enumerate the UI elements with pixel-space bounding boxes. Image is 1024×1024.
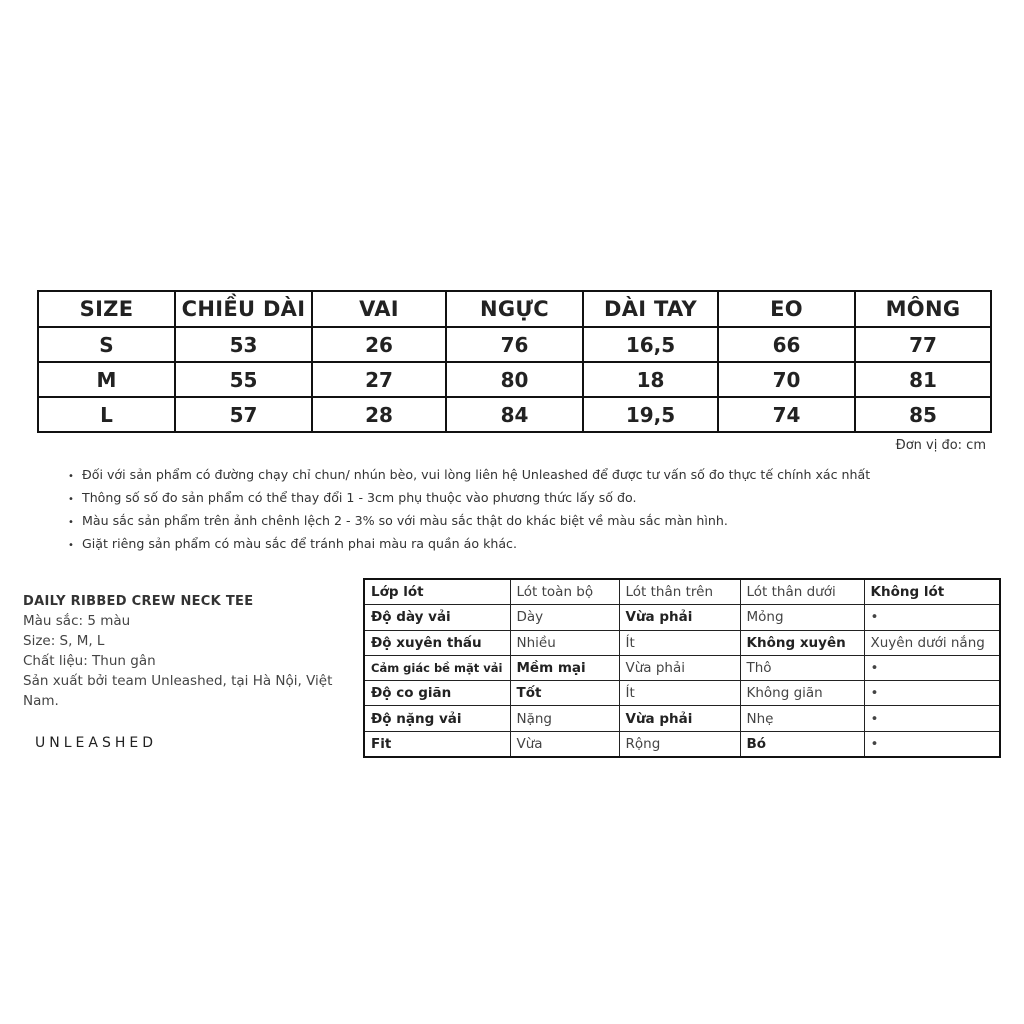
fabric-row: [364, 605, 1000, 630]
note-item: • Thông số số đo sản phẩm có thể thay đổi 1 - 3cm phụ thuộc vào phương thức lấy số đo.: [68, 488, 870, 511]
fabric-cell: Lót thân dưới: [740, 579, 864, 605]
note-item: • Đối với sản phẩm có đường chạy chỉ chun/ nhún bèo, vui lòng liên hệ Unleashed để được tư vấn số đo thực tế chính xác nhất: [68, 465, 870, 488]
fabric-cell: Nhiều: [510, 630, 619, 655]
size-chart-table: [37, 290, 992, 433]
size-cell: 19,5: [583, 397, 718, 432]
fabric-cell: Mỏng: [740, 605, 864, 630]
size-table-header: SIZE: [38, 291, 175, 327]
size-cell: 53: [175, 327, 312, 362]
size-cell: 77: [855, 327, 991, 362]
fabric-cell: Rộng: [619, 731, 740, 757]
fabric-row-label: Độ nặng vải: [364, 706, 510, 731]
fabric-cell: Thô: [740, 655, 864, 680]
fabric-cell: Nhẹ: [740, 706, 864, 731]
fabric-row-label: Fit: [364, 731, 510, 757]
fabric-cell: Vừa phải: [619, 655, 740, 680]
size-cell: 80: [446, 362, 583, 397]
fabric-cell: Bó: [740, 731, 864, 757]
fabric-row: [364, 655, 1000, 680]
product-info: [23, 594, 363, 711]
fabric-cell: Không lót: [864, 579, 1000, 605]
fabric-row: [364, 579, 1000, 605]
size-table-row: [38, 327, 991, 362]
note-item: • Giặt riêng sản phẩm có màu sắc để tránh phai màu ra quần áo khác.: [68, 534, 870, 557]
size-cell: 16,5: [583, 327, 718, 362]
size-cell: 26: [312, 327, 446, 362]
fabric-cell: Xuyên dưới nắng: [864, 630, 1000, 655]
fabric-row: [364, 706, 1000, 731]
size-table-row: [38, 362, 991, 397]
size-cell: 85: [855, 397, 991, 432]
size-table-header: DÀI TAY: [583, 291, 718, 327]
fabric-cell: Không giãn: [740, 681, 864, 706]
size-cell: 27: [312, 362, 446, 397]
fabric-row: [364, 681, 1000, 706]
size-cell: 55: [175, 362, 312, 397]
fabric-cell: •: [864, 706, 1000, 731]
fabric-row: [364, 731, 1000, 757]
size-table-header: NGỰC: [446, 291, 583, 327]
size-cell: 76: [446, 327, 583, 362]
size-cell: 70: [718, 362, 855, 397]
fabric-cell: Nặng: [510, 706, 619, 731]
note-item: • Màu sắc sản phẩm trên ảnh chênh lệch 2 - 3% so với màu sắc thật do khác biệt về màu sắc màn hình.: [68, 511, 870, 534]
brand-logo: UNLEASHED: [35, 735, 157, 751]
size-cell: 84: [446, 397, 583, 432]
fabric-row-label: Độ dày vải: [364, 605, 510, 630]
fabric-cell: Dày: [510, 605, 619, 630]
unit-note: Đơn vị đo: cm: [895, 438, 986, 453]
size-cell: 57: [175, 397, 312, 432]
fabric-row-label: Cảm giác bề mặt vải: [364, 655, 510, 680]
size-table-header: MÔNG: [855, 291, 991, 327]
product-title: DAILY RIBBED CREW NECK TEE: [23, 594, 254, 609]
size-table-header: CHIỀU DÀI: [175, 291, 312, 327]
size-cell: 28: [312, 397, 446, 432]
fabric-cell: Vừa: [510, 731, 619, 757]
size-cell: 74: [718, 397, 855, 432]
size-cell: 81: [855, 362, 991, 397]
product-material: Chất liệu: Thun gân: [23, 653, 156, 669]
fabric-cell: Vừa phải: [619, 706, 740, 731]
size-table-row: [38, 397, 991, 432]
size-table-header: EO: [718, 291, 855, 327]
product-origin: Sản xuất bởi team Unleashed, tại Hà Nội, Việt Nam.: [23, 673, 333, 709]
product-size: Size: S, M, L: [23, 633, 105, 649]
fabric-cell: •: [864, 681, 1000, 706]
size-cell: S: [38, 327, 175, 362]
size-table-header-row: [38, 291, 991, 327]
fabric-cell: Không xuyên: [740, 630, 864, 655]
fabric-cell: •: [864, 605, 1000, 630]
size-cell: 18: [583, 362, 718, 397]
fabric-properties-table: [363, 578, 1001, 758]
fabric-row-label: Lớp lót: [364, 579, 510, 605]
fabric-row: [364, 630, 1000, 655]
fabric-cell: Vừa phải: [619, 605, 740, 630]
fabric-cell: •: [864, 655, 1000, 680]
fabric-cell: •: [864, 731, 1000, 757]
size-cell: 66: [718, 327, 855, 362]
product-color: Màu sắc: 5 màu: [23, 613, 131, 629]
size-cell: L: [38, 397, 175, 432]
fabric-cell: Lót thân trên: [619, 579, 740, 605]
size-cell: M: [38, 362, 175, 397]
fabric-cell: Tốt: [510, 681, 619, 706]
fabric-row-label: Độ co giãn: [364, 681, 510, 706]
size-table-header: VAI: [312, 291, 446, 327]
fabric-cell: Lót toàn bộ: [510, 579, 619, 605]
fabric-cell: Mềm mại: [510, 655, 619, 680]
fabric-cell: Ít: [619, 681, 740, 706]
fabric-cell: Ít: [619, 630, 740, 655]
fabric-row-label: Độ xuyên thấu: [364, 630, 510, 655]
notes-list: [68, 465, 870, 557]
